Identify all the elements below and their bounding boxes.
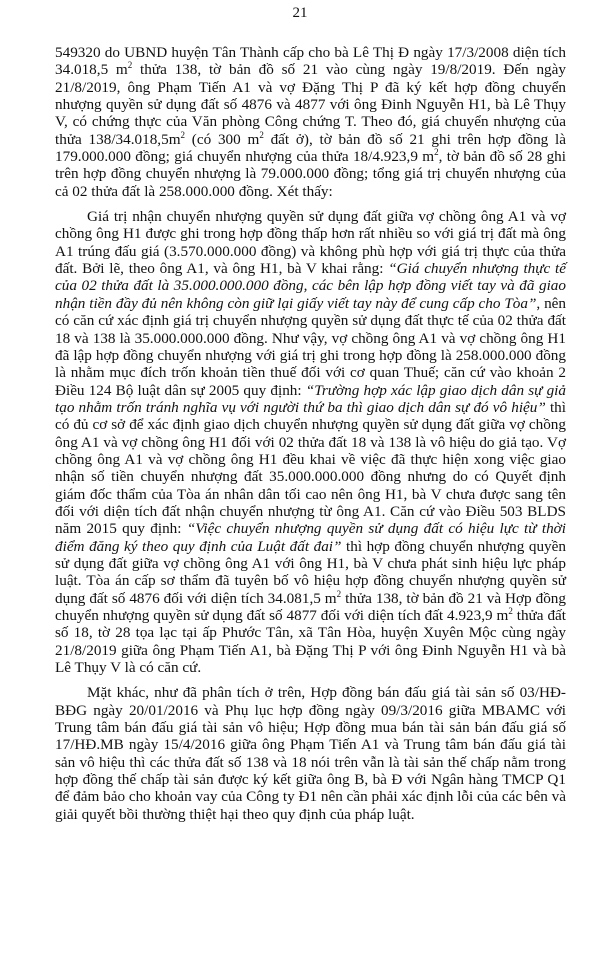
superscript: 2 [336,588,342,599]
quoted-text: “Việc chuyển nhượng quyền sử dụng đất có hiệu lực từ thời điểm đăng ký theo quy định của Luật đất đai” [55,520,567,555]
text-run: , nên có căn cứ xác định giá trị chuyển nhượng quyền sử dụng đất thực tế của 02 thửa đất 18 và 138 là 35.000.000.000 đồng. Như vậy, vợ chồng ông A1 và vợ chồng ông H1 đã lập hợp đồng chuyển nhượng với giá trị ghi trong hợp đồng là 258.000.000 đồng là nhằm mục đích trốn khoản tiền thuế đối với cơ quan Thuế; căn cứ vào khoản 2 Điều 124 Bộ luật dân sự 2005 quy định: [55,294,566,399]
text-run: Giá trị nhận chuyển nhượng quyền sử dụng đất giữa vợ chồng ông A1 và vợ chồng ông H1 được ghi trong hợp đồng thấp hơn rất nhiều so với giá trị đất mà ông A1 trúng đấu giá (3.570.000.000 đồng) và không phù hợp với giá trị thực của thửa đất. Bởi lẽ, theo ông A1, và ông H1, bà V khai rằng: [55,208,566,278]
text-run: Mặt khác, như đã phân tích ở trên, Hợp đồng bán đấu giá tài sản số 03/HĐ-BĐG ngày 20/01/2016 và Phụ lục hợp đồng ngày 09/3/2016 giữa MBAMC với Trung tâm bán đấu giá tài sản vô hiệu; Hợp đồng mua bán tài sản bán đấu giá số 17/HĐ.MB ngày 15/4/2016 giữa ông Phạm Tiến A1 và Trung tâm bán đấu giá tài sản vô hiệu thì các thửa đất số 138 và 18 nói trên vẫn là tài sản thế chấp nằm trong hợp đồng thế chấp tài sản được ký kết giữa ông B, bà Đ với Ngân hàng TMCP Q1 để đảm bảo cho khoản vay của Công ty Đ1 nên cần phải xác định lỗi của các bên và giải quyết bồi thường thiệt hại theo quy định của pháp luật. [55,684,566,823]
text-run: thì có đủ cơ sở để xác định giao dịch chuyển nhượng quyền sử dụng đất giữa vợ chồng ông A1 và vợ chồng ông H1 đối với 02 thửa đất 18 và 138 là vô hiệu do giả tạo. Vợ chồng ông A1 và vợ chồng ông H1 đều khai về việc đã thực hiện xong việc giao nhận số tiền chuyển nhượng đất 35.000.000.000 đồng nhưng do có Quyết định giám đốc thẩm của Tòa án nhân dân tối cao nên ông H1, bà V chưa được sang tên đối với diện tích đất nhận chuyển nhượng từ ông A1. Căn cứ vào Điều 503 BLDS năm 2015 quy định: [55,398,566,538]
paragraph-2 [55,208,566,676]
text-run: thửa 138, tờ bản đồ số 21 vào cùng ngày 19/8/2019. Đến ngày 21/8/2019, ông Phạm Tiến A1 và vợ Đặng Thị P đã ký kết hợp đồng chuyển nhượng quyền sử dụng đất số 4876 và 4877 với ông Đinh Nguyễn H1, bà Lê Thụy V, có chứng thực của Văn phòng Công chứng T. Theo đó, giá chuyển nhượng của thửa 138/34.018,5m [55,61,566,148]
paragraph-3 [55,684,566,823]
text-run: 549320 do UBND huyện Tân Thành cấp cho bà Lê Thị Đ ngày 17/3/2008 diện tích 34.018,5 m [55,44,566,79]
text-run: (có 300 m [185,130,260,148]
superscript: 2 [127,60,133,71]
paragraph-1 [55,44,566,200]
page-number: 21 [292,5,308,21]
text-run: thửa 138, tờ bản đồ 21 và Hợp đồng chuyển nhượng quyền sử dụng đất số 4877 đối với diện tích đất 4.923,9 m [55,589,566,624]
document-body [55,44,566,831]
text-run: đất ở), tờ bản đồ số 21 ghi trên hợp đồng là 179.000.000 đồng; giá chuyển nhượng của thửa 18/4.923,9 m [55,130,567,166]
text-run: , tờ bản đồ số 28 ghi trên hợp đồng chuyển nhượng là 79.000.000 đồng; tổng giá trị chuyển nhượng của cả 02 thửa đất là 258.000.000 đồng. Xét thấy: [55,148,566,200]
superscript: 2 [259,129,264,140]
superscript: 2 [434,147,439,158]
quoted-text: “Trường hợp xác lập giao dịch dân sự giả tạo nhằm trốn tránh nghĩa vụ với người thứ ba thì giao dịch dân sự đó vô hiệu” [55,381,566,416]
superscript: 2 [180,129,186,140]
text-run: thửa đất số 18, tờ 28 tọa lạc tại ấp Phước Tân, xã Tân Hòa, huyện Xuyên Mộc cùng ngày 21/8/2019 giữa ông Phạm Tiến A1, bà Đặng Thị P với ông Đinh Nguyễn H1 và bà Lê Thụy V là có căn cứ. [55,607,566,677]
superscript: 2 [508,606,513,616]
quoted-text: “Giá chuyển nhượng thực tế của 02 thửa đất là 35.000.000.000 đồng, các bên lập hợp đồng viết tay và đã giao nhận tiền đầy đủ nên không còn giữ lại giấy viết tay này để cung cấp cho Tòa” [55,260,566,312]
text-run: thì hợp đồng chuyển nhượng quyền sử dụng đất giữa vợ chồng ông A1 với ông H1, bà V chưa phát sinh hiệu lực pháp luật. Tòa án cấp sơ thẩm đã tuyên bố vô hiệu hợp đồng chuyển nhượng quyền sử dụng đất số 4876 đối với diện tích 34.081,5 m [55,537,566,607]
